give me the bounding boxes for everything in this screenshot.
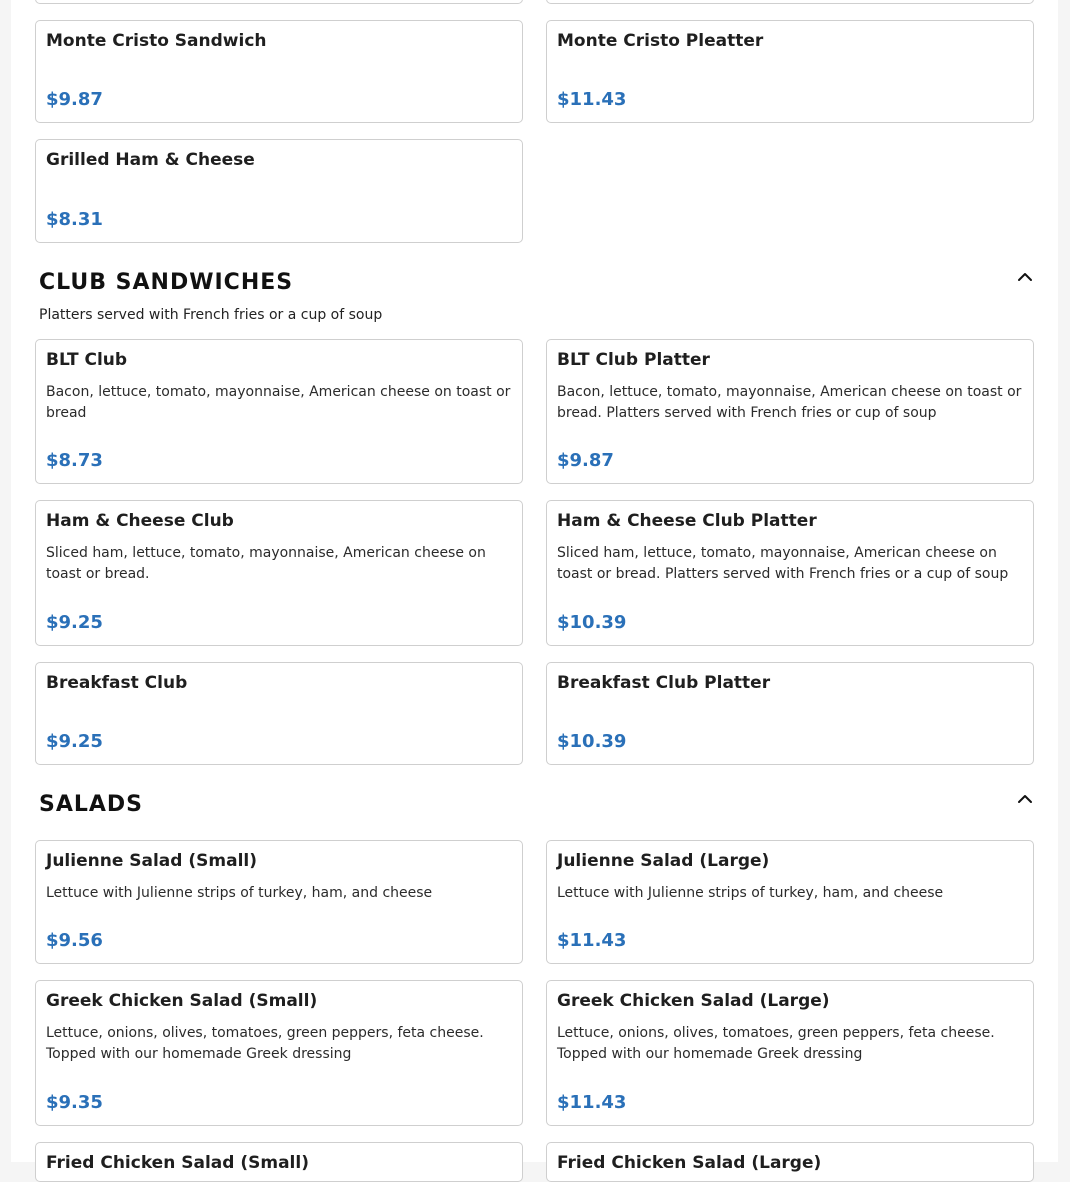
- item-name: Fried Chicken Salad (Small): [46, 1153, 309, 1173]
- item-price: $11.43: [557, 930, 627, 951]
- item-price: $10.39: [557, 731, 627, 752]
- item-name: BLT Club Platter: [557, 350, 710, 370]
- item-price: $11.43: [557, 89, 627, 110]
- menu-item-card[interactable]: [35, 662, 523, 765]
- menu-item-card[interactable]: [35, 139, 523, 243]
- menu-item-card[interactable]: [546, 1142, 1034, 1182]
- section-subtitle: Platters served with French fries or a cup of soup: [39, 307, 383, 323]
- item-description: Sliced ham, lettuce, tomato, mayonnaise, American cheese on toast or bread.: [46, 545, 486, 582]
- item-name: BLT Club: [46, 350, 128, 370]
- menu-item-card[interactable]: [35, 500, 523, 646]
- item-price: $10.39: [557, 612, 627, 633]
- item-name: Breakfast Club Platter: [557, 673, 771, 693]
- item-price: $9.56: [46, 930, 103, 951]
- item-description: Lettuce with Julienne strips of turkey, ham, and cheese: [557, 885, 944, 901]
- chevron-up-icon[interactable]: [1017, 271, 1033, 283]
- item-name: Julienne Salad (Small): [46, 851, 257, 871]
- item-price: $9.87: [557, 450, 614, 471]
- item-name: Julienne Salad (Large): [557, 851, 770, 871]
- chevron-up-icon[interactable]: [1017, 793, 1033, 805]
- item-name: Greek Chicken Salad (Small): [46, 991, 318, 1011]
- item-price: $11.43: [557, 1092, 627, 1113]
- item-name: Ham & Cheese Club Platter: [557, 511, 817, 531]
- item-description: Lettuce with Julienne strips of turkey, ham, and cheese: [46, 885, 433, 901]
- menu-item-card-partial[interactable]: [35, 0, 523, 4]
- menu-item-card[interactable]: [546, 500, 1034, 646]
- menu-item-card[interactable]: [546, 20, 1034, 123]
- menu-item-card[interactable]: [546, 980, 1034, 1126]
- menu-item-card-partial[interactable]: [546, 0, 1034, 4]
- item-name: Greek Chicken Salad (Large): [557, 991, 830, 1011]
- item-name: Fried Chicken Salad (Large): [557, 1153, 822, 1173]
- item-price: $9.87: [46, 89, 103, 110]
- menu-item-card[interactable]: [546, 339, 1034, 484]
- menu-item-card[interactable]: [546, 840, 1034, 964]
- item-description: Bacon, lettuce, tomato, mayonnaise, American cheese on toast or bread: [46, 384, 511, 421]
- item-description: Lettuce, onions, olives, tomatoes, green peppers, feta cheese. Topped with our homemade Greek dressing: [557, 1025, 995, 1062]
- item-price: $8.73: [46, 450, 103, 471]
- item-price: $9.35: [46, 1092, 103, 1113]
- item-name: Ham & Cheese Club: [46, 511, 234, 531]
- item-name: Monte Cristo Sandwich: [46, 31, 267, 51]
- menu-item-card[interactable]: [35, 840, 523, 964]
- menu-item-card[interactable]: [35, 1142, 523, 1182]
- item-name: Breakfast Club: [46, 673, 188, 693]
- menu-item-card[interactable]: [35, 980, 523, 1126]
- item-price: $9.25: [46, 731, 103, 752]
- item-description: Lettuce, onions, olives, tomatoes, green peppers, feta cheese. Topped with our homemade Greek dressing: [46, 1025, 484, 1062]
- item-name: Grilled Ham & Cheese: [46, 150, 255, 170]
- menu-item-card[interactable]: [546, 662, 1034, 765]
- item-name: Monte Cristo Pleatter: [557, 31, 764, 51]
- menu-item-card[interactable]: [35, 20, 523, 123]
- item-price: $8.31: [46, 209, 103, 230]
- item-description: Sliced ham, lettuce, tomato, mayonnaise, American cheese on toast or bread. Platters served with French fries or a cup of soup: [557, 545, 1009, 582]
- item-price: $9.25: [46, 612, 103, 633]
- section-title-salads: SALADS: [39, 792, 144, 817]
- menu-item-card[interactable]: [35, 339, 523, 484]
- menu-page: [11, 0, 1058, 1173]
- item-description: Bacon, lettuce, tomato, mayonnaise, American cheese on toast or bread. Platters served with French fries or cup of soup: [557, 384, 1022, 421]
- section-title-club-sandwiches: CLUB SANDWICHES: [39, 270, 294, 295]
